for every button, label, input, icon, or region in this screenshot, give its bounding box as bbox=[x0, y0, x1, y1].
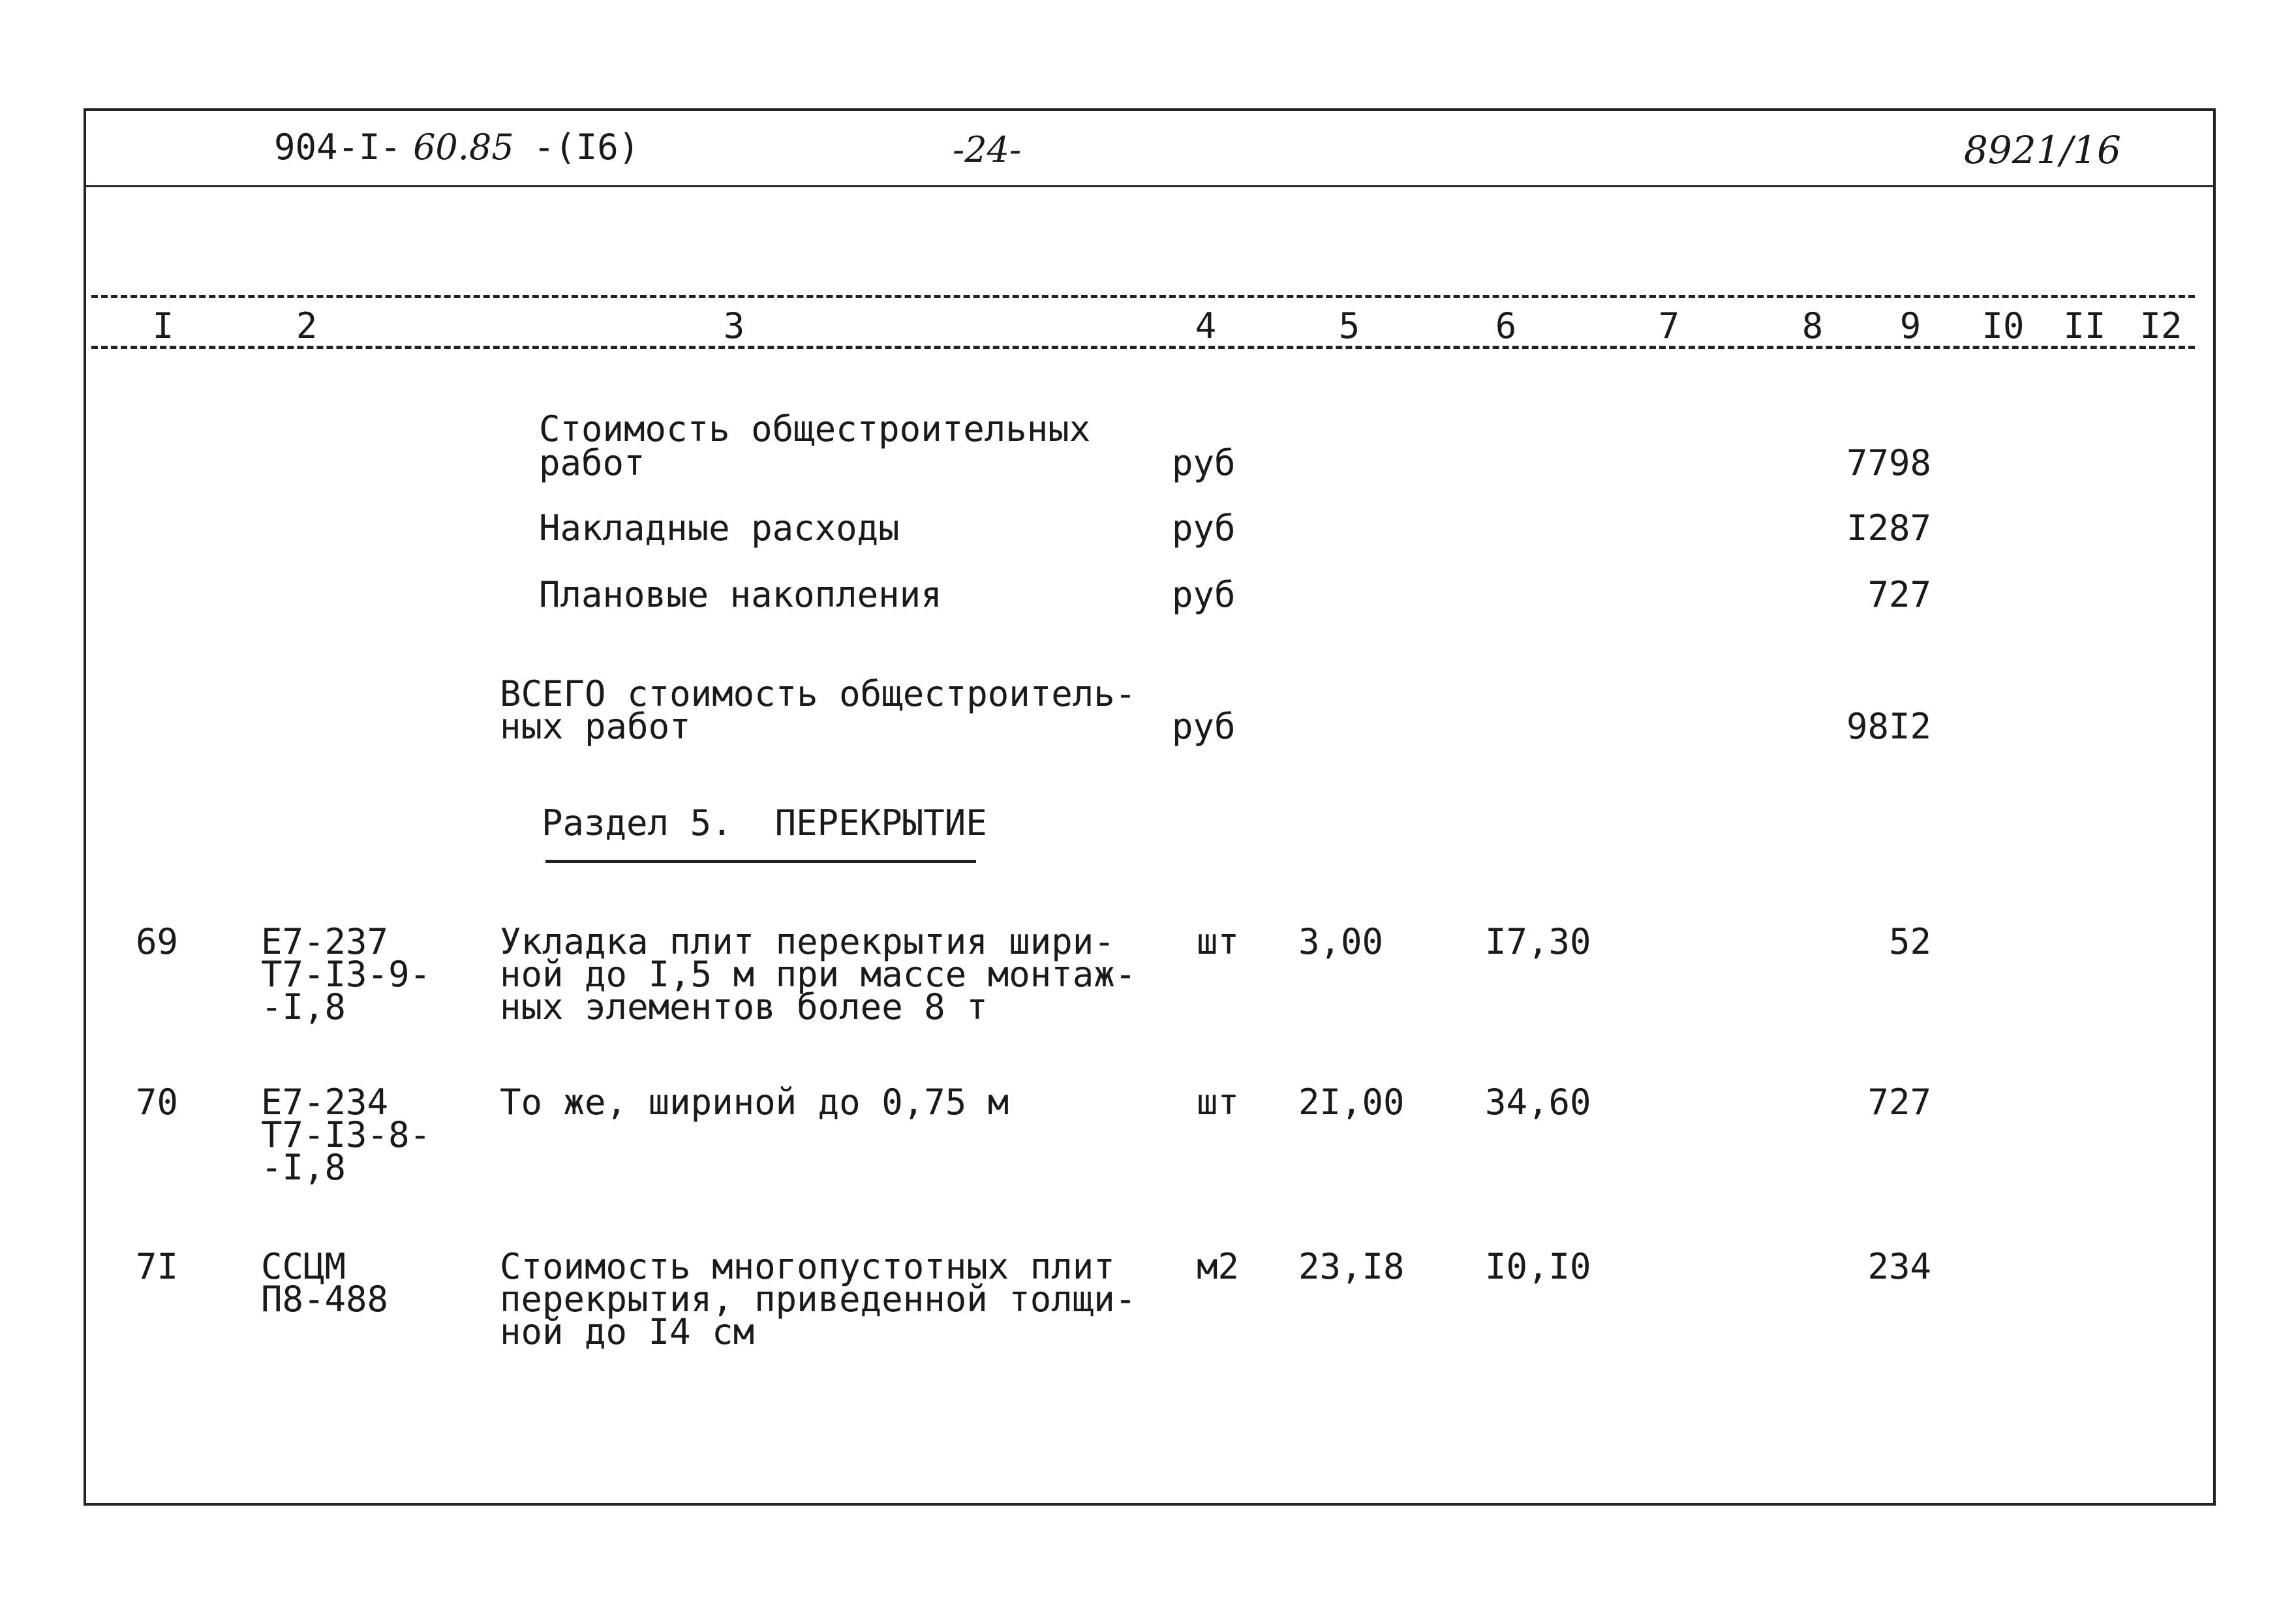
row-description: Стоимость многопустотных плит bbox=[500, 1246, 1115, 1287]
row-quantity: 23,I8 bbox=[1298, 1246, 1405, 1287]
row-unit: м2 bbox=[1197, 1246, 1240, 1287]
column-band-bottom-rule bbox=[91, 346, 2195, 349]
row-total: 727 bbox=[1867, 1082, 1931, 1123]
section-heading bbox=[542, 802, 987, 843]
page-number: -24- bbox=[953, 129, 1022, 170]
summary-unit: руб bbox=[1172, 442, 1236, 483]
section-label: Раздел 5. bbox=[542, 802, 733, 843]
col-num-7: 7 bbox=[1658, 305, 1680, 346]
row-number: 70 bbox=[136, 1082, 179, 1123]
row-unit: шт bbox=[1197, 1082, 1240, 1123]
summary-label: Плановые накопления bbox=[539, 574, 942, 615]
col-num-4: 4 bbox=[1195, 305, 1217, 346]
row-total: 234 bbox=[1867, 1246, 1931, 1287]
summary-label: Стоимость общестроительных bbox=[539, 408, 1091, 449]
row-number: 7I bbox=[136, 1246, 179, 1287]
header-divider bbox=[84, 185, 2216, 187]
col-num-1: I bbox=[152, 305, 174, 346]
doc-code-handwritten: 60.85 bbox=[413, 127, 514, 168]
row-number: 69 bbox=[136, 921, 179, 962]
row-description: ных элементов более 8 т bbox=[500, 986, 988, 1027]
col-num-5: 5 bbox=[1338, 305, 1360, 346]
section-underline bbox=[545, 860, 976, 863]
row-code: Т7-I3-9- bbox=[261, 954, 431, 995]
row-code: Е7-237 bbox=[261, 921, 389, 962]
summary-label: ных работ bbox=[500, 706, 691, 747]
col-num-11: II bbox=[2063, 305, 2106, 346]
inventory-number: 8921/16 bbox=[1964, 128, 2121, 172]
summary-total: 98I2 bbox=[1846, 706, 1931, 747]
row-description: То же, шириной до 0,75 м bbox=[500, 1082, 1009, 1123]
row-code: Т7-I3-8- bbox=[261, 1114, 431, 1155]
col-num-8: 8 bbox=[1801, 305, 1824, 346]
row-description: Укладка плит перекрытия шири- bbox=[500, 921, 1115, 962]
row-code: ССЦМ bbox=[261, 1246, 346, 1287]
summary-unit: руб bbox=[1172, 706, 1236, 747]
row-description: перекрытия, приведенной толщи- bbox=[500, 1279, 1137, 1320]
summary-label: Накладные расходы bbox=[539, 508, 900, 549]
row-code: -I,8 bbox=[261, 986, 346, 1027]
row-unit-price: 34,60 bbox=[1485, 1082, 1591, 1123]
row-code: Е7-234 bbox=[261, 1082, 389, 1123]
section-title: ПЕРЕКРЫТИЕ bbox=[774, 802, 987, 843]
col-num-2: 2 bbox=[296, 305, 318, 346]
summary-label: работ bbox=[539, 442, 645, 483]
col-num-10: I0 bbox=[1982, 305, 2025, 346]
col-num-6: 6 bbox=[1495, 305, 1517, 346]
doc-code bbox=[274, 128, 639, 167]
row-unit-price: I0,I0 bbox=[1485, 1246, 1591, 1287]
summary-unit: руб bbox=[1172, 574, 1236, 615]
row-description: ной до I,5 м при массе монтаж- bbox=[500, 954, 1137, 995]
row-total: 52 bbox=[1888, 921, 1931, 962]
row-unit-price: I7,30 bbox=[1485, 921, 1591, 962]
column-band-top-rule bbox=[91, 295, 2195, 298]
col-num-3: 3 bbox=[723, 305, 745, 346]
col-num-12: I2 bbox=[2139, 305, 2182, 346]
doc-suffix: -(I6) bbox=[533, 127, 640, 168]
summary-total: I287 bbox=[1846, 508, 1931, 549]
summary-unit: руб bbox=[1172, 508, 1236, 549]
summary-label: ВСЕГО стоимость общестроитель- bbox=[500, 673, 1137, 714]
summary-total: 727 bbox=[1867, 574, 1931, 615]
col-num-9: 9 bbox=[1899, 305, 1921, 346]
row-quantity: 2I,00 bbox=[1298, 1082, 1405, 1123]
summary-total: 7798 bbox=[1846, 442, 1931, 483]
row-code: -I,8 bbox=[261, 1147, 346, 1188]
row-unit: шт bbox=[1197, 921, 1240, 962]
doc-code-printed: 904-I- bbox=[274, 127, 402, 168]
row-description: ной до I4 см bbox=[500, 1311, 755, 1352]
row-code: П8-488 bbox=[261, 1279, 389, 1320]
row-quantity: 3,00 bbox=[1298, 921, 1384, 962]
